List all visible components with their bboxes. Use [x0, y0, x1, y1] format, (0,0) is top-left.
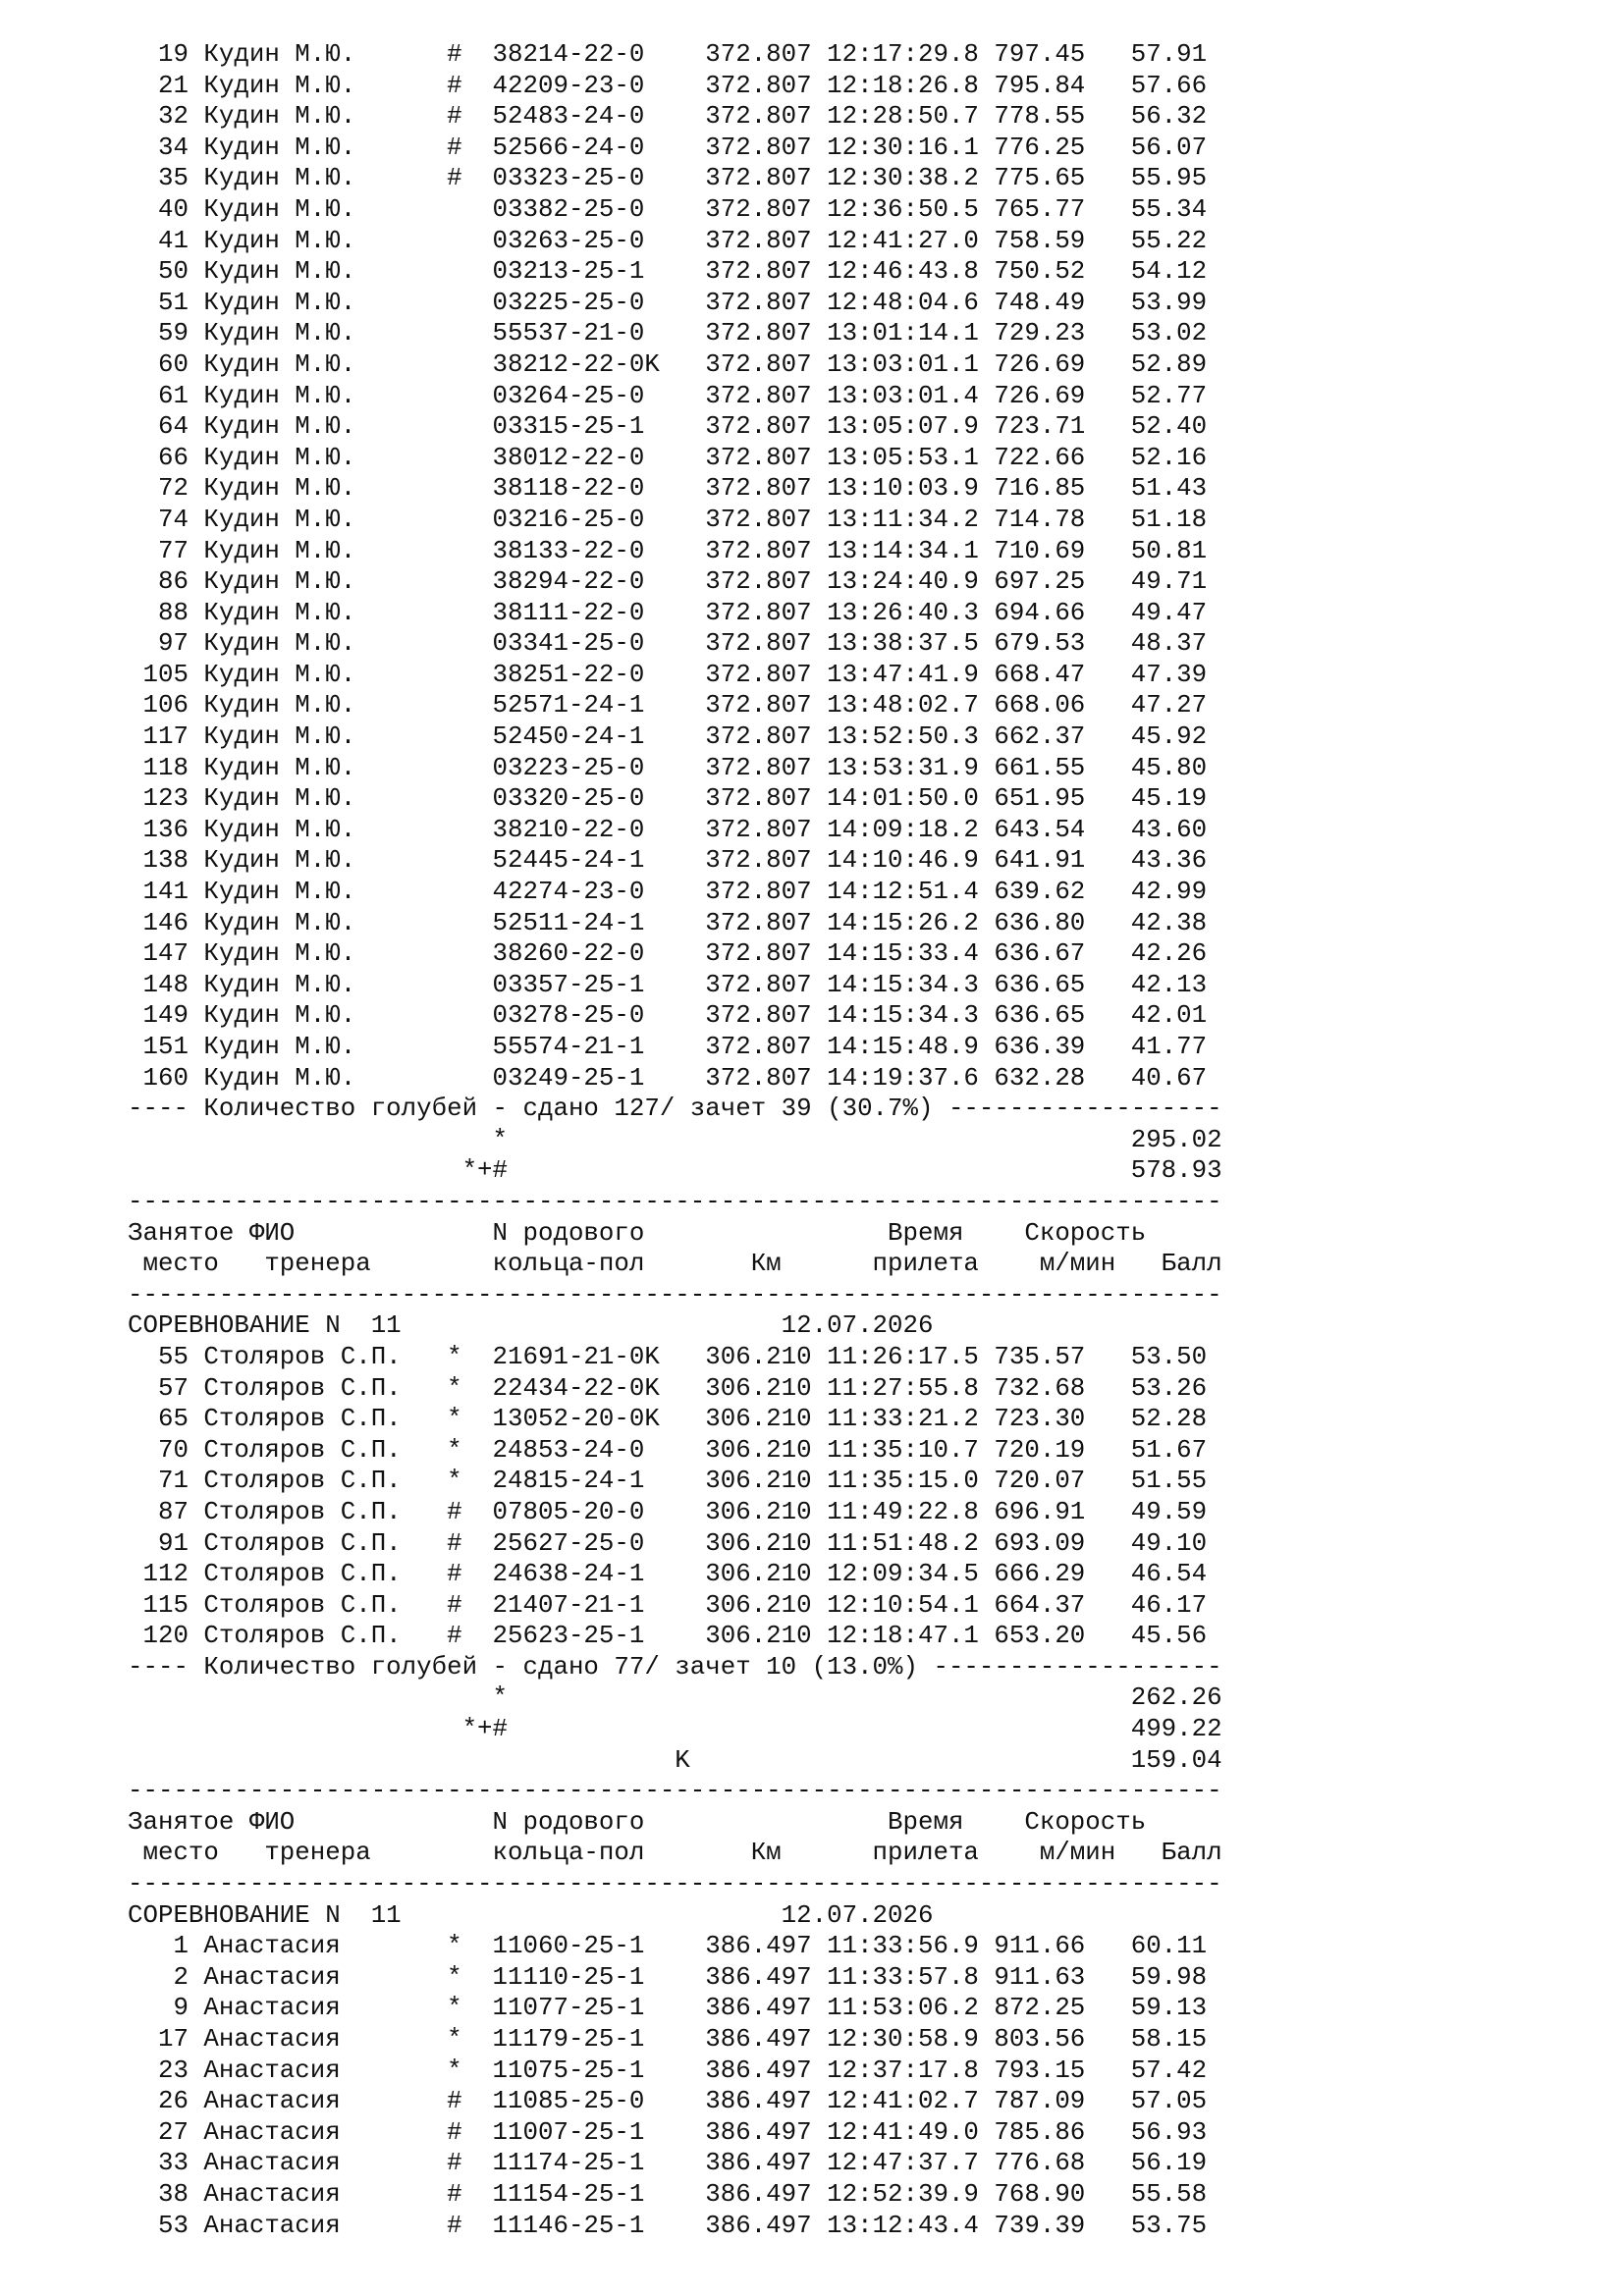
- result-row: 74 Кудин М.Ю. 03216-25-0 372.807 13:11:34.2 714.78 51.18: [128, 505, 1208, 534]
- result-row: 117 Кудин М.Ю. 52450-24-1 372.807 13:52:50.3 662.37 45.92: [128, 722, 1208, 752]
- result-row: 9 Анастасия * 11077-25-1 386.497 11:53:06.2 872.25 59.13: [128, 1994, 1208, 2023]
- result-row: 115 Столяров С.П. # 21407-21-1 306.210 12:10:54.1 664.37 46.17: [128, 1590, 1208, 1620]
- result-row: 23 Анастасия * 11075-25-1 386.497 12:37:17.8 793.15 57.42: [128, 2056, 1208, 2085]
- total-line: K 159.04: [128, 1745, 1222, 1775]
- result-row: 50 Кудин М.Ю. 03213-25-1 372.807 12:46:43.8 750.52 54.12: [128, 257, 1208, 287]
- result-row: 160 Кудин М.Ю. 03249-25-1 372.807 14:19:37.6 632.28 40.67: [128, 1063, 1208, 1093]
- result-row: 40 Кудин М.Ю. 03382-25-0 372.807 12:36:50.5 765.77 55.34: [128, 194, 1208, 224]
- result-row: 27 Анастасия # 11007-25-1 386.497 12:41:49.0 785.86 56.93: [128, 2117, 1208, 2147]
- result-row: 147 Кудин М.Ю. 38260-22-0 372.807 14:15:33.4 636.67 42.26: [128, 939, 1208, 969]
- result-row: 26 Анастасия # 11085-25-0 386.497 12:41:02.7 787.09 57.05: [128, 2087, 1208, 2116]
- result-row: 149 Кудин М.Ю. 03278-25-0 372.807 14:15:34.3 636.65 42.01: [128, 1001, 1208, 1031]
- result-row: 2 Анастасия * 11110-25-1 386.497 11:33:57.8 911.63 59.98: [128, 1962, 1208, 1992]
- result-row: 21 Кудин М.Ю. # 42209-23-0 372.807 12:18:26.8 795.84 57.66: [128, 71, 1208, 100]
- result-row: 112 Столяров С.П. # 24638-24-1 306.210 12:09:34.5 666.29 46.54: [128, 1560, 1208, 1589]
- total-line: * 262.26: [128, 1683, 1222, 1713]
- result-row: 77 Кудин М.Ю. 38133-22-0 372.807 13:14:34.1 710.69 50.81: [128, 536, 1208, 565]
- result-row: 146 Кудин М.Ю. 52511-24-1 372.807 14:15:26.2 636.80 42.38: [128, 908, 1208, 937]
- summary-line: ---- Количество голубей - сдано 77/ зачет 10 (13.0%) -------------------: [128, 1652, 1222, 1682]
- separator-line: ------------------------------------------------------------------------: [128, 1870, 1222, 1899]
- result-row: 32 Кудин М.Ю. # 52483-24-0 372.807 12:28:50.7 778.55 56.32: [128, 102, 1208, 132]
- result-row: 55 Столяров С.П. * 21691-21-0K 306.210 11:26:17.5 735.57 53.50: [128, 1342, 1208, 1371]
- result-row: 118 Кудин М.Ю. 03223-25-0 372.807 13:53:31.9 661.55 45.80: [128, 753, 1208, 782]
- result-row: 87 Столяров С.П. # 07805-20-0 306.210 11:49:22.8 696.91 49.59: [128, 1497, 1208, 1526]
- result-row: 33 Анастасия # 11174-25-1 386.497 12:47:37.7 776.68 56.19: [128, 2149, 1208, 2178]
- result-row: 17 Анастасия * 11179-25-1 386.497 12:30:58.9 803.56 58.15: [128, 2025, 1208, 2054]
- result-row: 59 Кудин М.Ю. 55537-21-0 372.807 13:01:14.1 729.23 53.02: [128, 319, 1208, 348]
- result-row: 65 Столяров С.П. * 13052-20-0K 306.210 11:33:21.2 723.30 52.28: [128, 1405, 1208, 1434]
- result-row: 61 Кудин М.Ю. 03264-25-0 372.807 13:03:01.4 726.69 52.77: [128, 381, 1208, 410]
- result-row: 41 Кудин М.Ю. 03263-25-0 372.807 12:41:27.0 758.59 55.22: [128, 226, 1208, 255]
- result-row: 71 Столяров С.П. * 24815-24-1 306.210 11:35:15.0 720.07 51.55: [128, 1467, 1208, 1496]
- result-row: 123 Кудин М.Ю. 03320-25-0 372.807 14:01:50.0 651.95 45.19: [128, 784, 1208, 814]
- result-row: 120 Столяров С.П. # 25623-25-1 306.210 12:18:47.1 653.20 45.56: [128, 1622, 1208, 1651]
- result-row: 34 Кудин М.Ю. # 52566-24-0 372.807 12:30:16.1 776.25 56.07: [128, 133, 1208, 162]
- result-row: 97 Кудин М.Ю. 03341-25-0 372.807 13:38:37.5 679.53 48.37: [128, 629, 1208, 659]
- result-row: 35 Кудин М.Ю. # 03323-25-0 372.807 12:30:38.2 775.65 55.95: [128, 164, 1208, 193]
- column-header: Занятое ФИО N родового Время Скорость: [128, 1218, 1147, 1248]
- total-line: * 295.02: [128, 1125, 1222, 1154]
- competition-title: СОРЕВНОВАНИЕ N 11 12.07.2026: [128, 1311, 934, 1341]
- result-row: 151 Кудин М.Ю. 55574-21-1 372.807 14:15:48.9 636.39 41.77: [128, 1033, 1208, 1061]
- result-row: 86 Кудин М.Ю. 38294-22-0 372.807 13:24:40.9 697.25 49.71: [128, 567, 1208, 597]
- result-row: 19 Кудин М.Ю. # 38214-22-0 372.807 12:17:29.8 797.45 57.91: [128, 40, 1208, 69]
- result-row: 141 Кудин М.Ю. 42274-23-0 372.807 14:12:51.4 639.62 42.99: [128, 878, 1208, 907]
- result-row: 51 Кудин М.Ю. 03225-25-0 372.807 12:48:04.6 748.49 53.99: [128, 288, 1208, 317]
- column-header: Занятое ФИО N родового Время Скорость: [128, 1807, 1147, 1837]
- total-line: *+# 578.93: [128, 1156, 1222, 1186]
- result-row: 136 Кудин М.Ю. 38210-22-0 372.807 14:09:18.2 643.54 43.60: [128, 815, 1208, 844]
- summary-line: ---- Количество голубей - сдано 127/ зачет 39 (30.7%) ------------------: [128, 1095, 1222, 1124]
- result-row: 60 Кудин М.Ю. 38212-22-0K 372.807 13:03:01.1 726.69 52.89: [128, 349, 1208, 379]
- competition-title: СОРЕВНОВАНИЕ N 11 12.07.2026: [128, 1900, 934, 1930]
- result-row: 148 Кудин М.Ю. 03357-25-1 372.807 14:15:34.3 636.65 42.13: [128, 970, 1208, 999]
- result-row: 138 Кудин М.Ю. 52445-24-1 372.807 14:10:46.9 641.91 43.36: [128, 846, 1208, 876]
- separator-line: ------------------------------------------------------------------------: [128, 1187, 1222, 1216]
- result-row: 53 Анастасия # 11146-25-1 386.497 13:12:43.4 739.39 53.75: [128, 2211, 1208, 2240]
- column-header: место тренера кольца-пол Км прилета м/мин Балл: [128, 1250, 1222, 1279]
- column-header: место тренера кольца-пол Км прилета м/мин Балл: [128, 1839, 1222, 1868]
- result-row: 1 Анастасия * 11060-25-1 386.497 11:33:56.9 911.66 60.11: [128, 1932, 1208, 1961]
- result-row: 91 Столяров С.П. # 25627-25-0 306.210 11:51:48.2 693.09 49.10: [128, 1528, 1208, 1558]
- result-row: 72 Кудин М.Ю. 38118-22-0 372.807 13:10:03.9 716.85 51.43: [128, 474, 1208, 504]
- total-line: *+# 499.22: [128, 1715, 1222, 1744]
- results-printout: [128, 39, 1222, 2241]
- result-row: 66 Кудин М.Ю. 38012-22-0 372.807 13:05:53.1 722.66 52.16: [128, 443, 1208, 472]
- result-row: 70 Столяров С.П. * 24853-24-0 306.210 11:35:10.7 720.19 51.67: [128, 1435, 1208, 1465]
- result-row: 57 Столяров С.П. * 22434-22-0K 306.210 11:27:55.8 732.68 53.26: [128, 1373, 1208, 1403]
- result-row: 106 Кудин М.Ю. 52571-24-1 372.807 13:48:02.7 668.06 47.27: [128, 691, 1208, 721]
- separator-line: ------------------------------------------------------------------------: [128, 1280, 1222, 1309]
- result-row: 64 Кудин М.Ю. 03315-25-1 372.807 13:05:07.9 723.71 52.40: [128, 412, 1208, 442]
- result-row: 105 Кудин М.Ю. 38251-22-0 372.807 13:47:41.9 668.47 47.39: [128, 660, 1208, 689]
- separator-line: ------------------------------------------------------------------------: [128, 1777, 1222, 1806]
- result-row: 38 Анастасия # 11154-25-1 386.497 12:52:39.9 768.90 55.58: [128, 2179, 1208, 2209]
- result-row: 88 Кудин М.Ю. 38111-22-0 372.807 13:26:40.3 694.66 49.47: [128, 598, 1208, 627]
